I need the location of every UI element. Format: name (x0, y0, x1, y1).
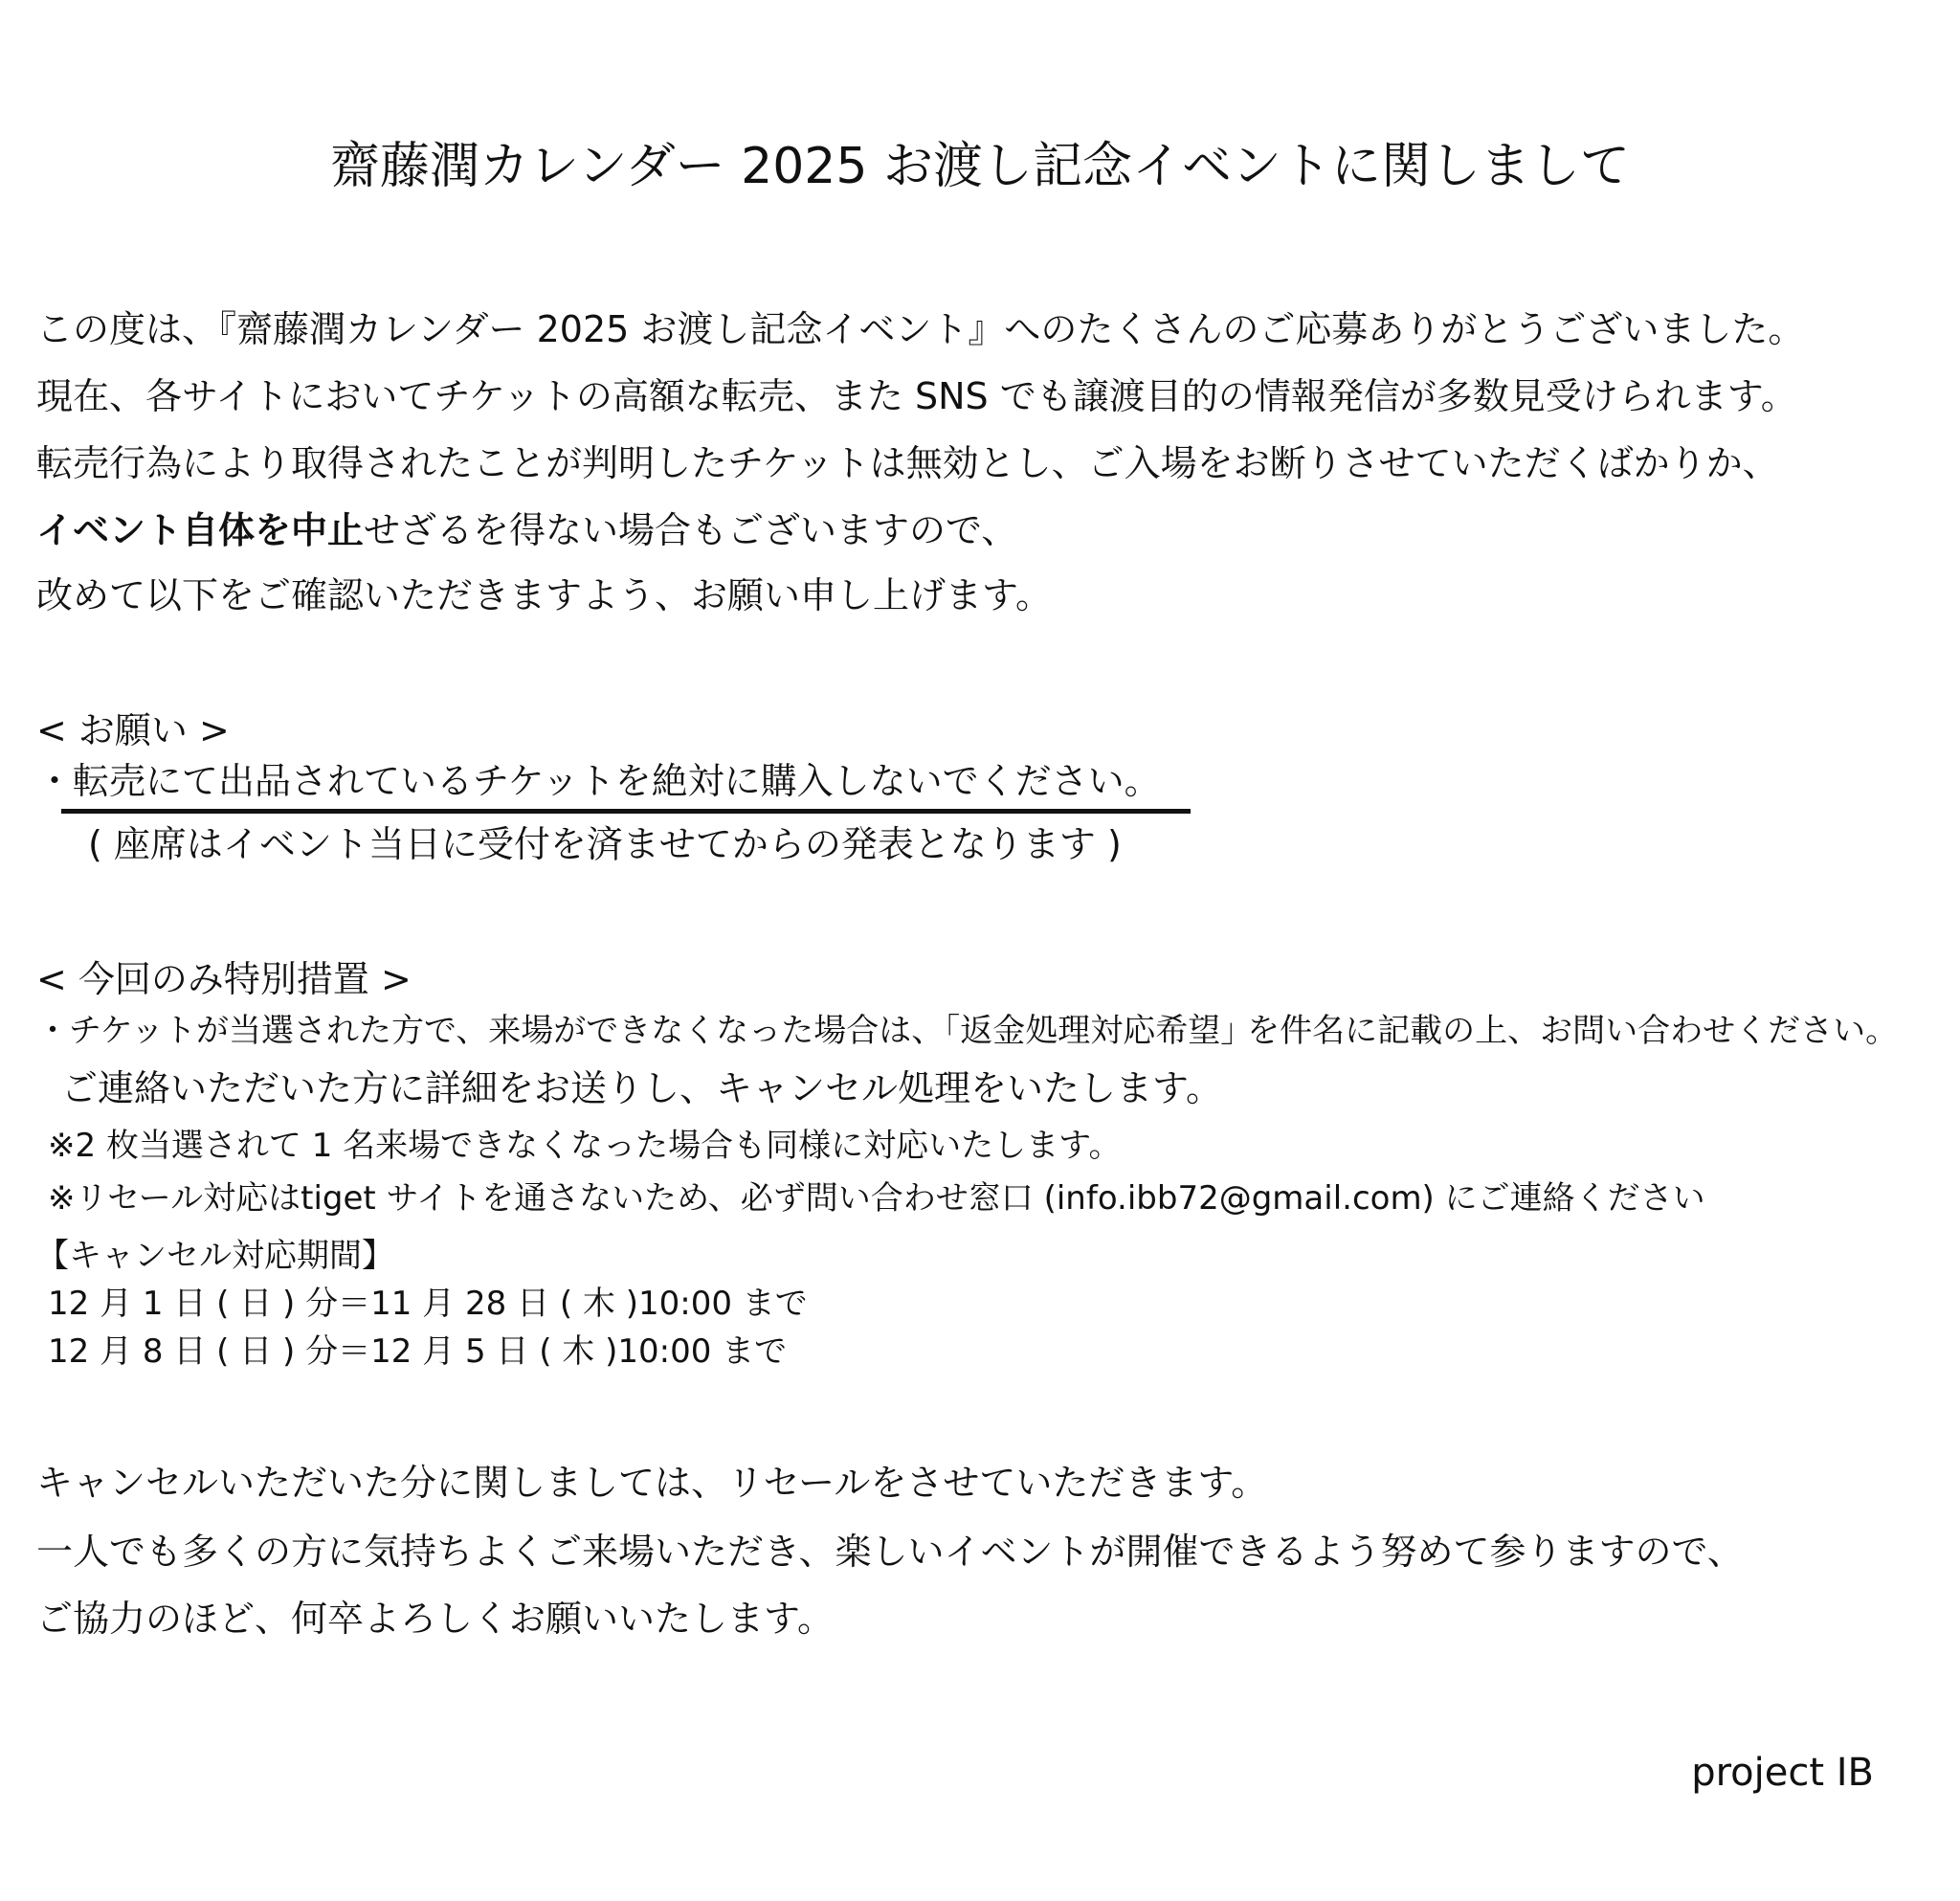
intro-line-1: この度は、『齋藤潤カレンダー 2025 お渡し記念イベント』へのたくさんのご応募ありがとうございました。 (36, 308, 1805, 350)
request-bullet: ・転売にて出品されているチケットを絶対に購入しないでください。 (36, 760, 1161, 802)
signature: project IB (1691, 1751, 1874, 1795)
intro-line-4 (36, 509, 1018, 551)
closing-line-3: ご協力のほど、何卒よろしくお願いいたします。 (36, 1598, 834, 1640)
special-bullet: ・チケットが当選された方で、来場ができなくなった場合は、｢返金処理対応希望｣ を件名に記載の上、お問い合わせください。 (36, 1012, 1899, 1050)
special-note-1: ※2 枚当選されて 1 名来場できなくなった場合も同様に対応いたします。 (48, 1127, 1122, 1165)
intro-line-4-rest: せざるを得ない場合もございますので、 (364, 509, 1018, 551)
special-heading: < 今回のみ特別措置 > (36, 958, 412, 1000)
special-note-2: ※リセール対応はtiget サイトを通さないため、必ず問い合わせ窓口 (info.ibb72@gmail.com) にご連絡ください (48, 1179, 1705, 1218)
special-bullet-continuation: ご連絡いただいた方に詳細をお送りし、キャンセル処理をいたします。 (61, 1067, 1222, 1109)
intro-line-2: 現在、各サイトにおいてチケットの高額な転売、また SNS でも譲渡目的の情報発信が多数見受けられます。 (36, 375, 1797, 417)
page-title: 齋藤潤カレンダー 2025 お渡し記念イベントに関しまして (329, 138, 1630, 195)
intro-emphasis-text: イベント自体を中止 (36, 509, 365, 551)
cancel-period-heading: 【キャンセル対応期間】 (36, 1237, 394, 1275)
intro-line-5: 改めて以下をご確認いただきますよう、お願い申し上げます。 (36, 574, 1052, 616)
request-underline (61, 809, 1191, 814)
intro-line-3: 転売行為により取得されたことが判明したチケットは無効とし、ご入場をお断りさせていただくばかりか、 (36, 442, 1779, 484)
cancel-period-item: 12 月 8 日 ( 日 ) 分＝12 月 5 日 ( 木 )10:00 まで (48, 1332, 788, 1371)
closing-line-2: 一人でも多くの方に気持ちよくご来場いただき、楽しいイベントが開催できるよう努めて参りますので、 (36, 1531, 1744, 1573)
request-heading: < お願い > (36, 709, 230, 751)
request-note: ( 座席はイベント当日に受付を済ませてからの発表となります ) (88, 823, 1122, 865)
closing-line-1: キャンセルいただいた分に関しましては、リセールをさせていただきます。 (36, 1462, 1268, 1504)
cancel-period-item: 12 月 1 日 ( 日 ) 分＝11 月 28 日 ( 木 )10:00 まで (48, 1285, 808, 1323)
